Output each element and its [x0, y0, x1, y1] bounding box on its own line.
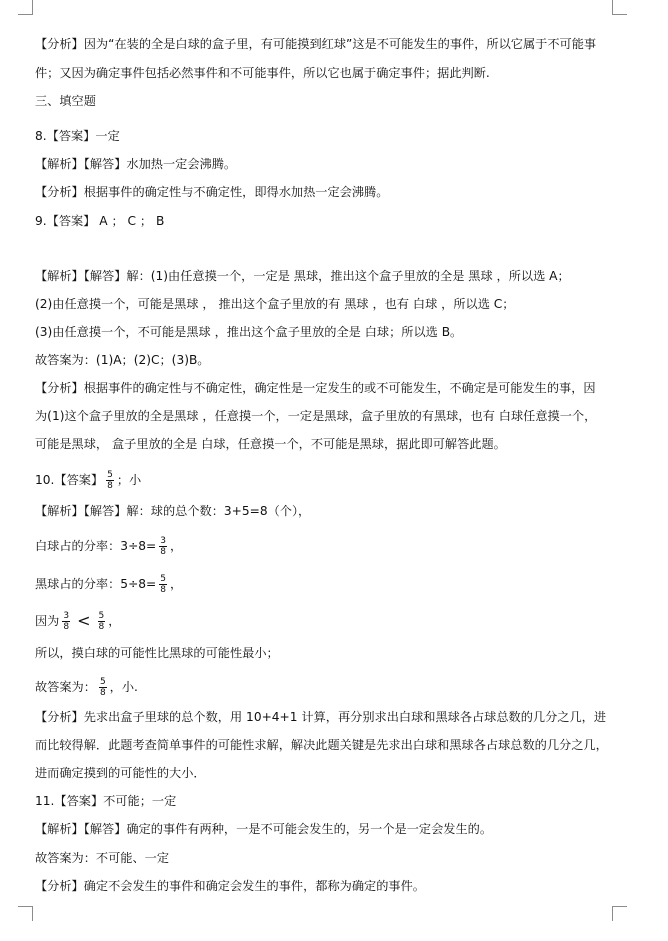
crop-mark-top-right	[612, 0, 627, 15]
fraction-five-eighths: $\frac{5}{8}$	[107, 470, 113, 491]
q9-final-answer: 故答案为：(1)A；(2)C；(3)B。	[35, 353, 210, 367]
q11-answer: 11.【答案】不可能；一定	[35, 794, 177, 808]
q10-analysis-3: 进而确定摸到的可能性的大小．	[35, 766, 206, 780]
analysis-line-1: 【分析】因为“在装的全是白球的盒子里，有可能摸到红球”这是不可能发生的事件，所以它属于不可能事	[35, 37, 597, 51]
white-fraction-label: 白球占的分率：3÷8=	[35, 539, 157, 553]
q10-comparison: 因为 $\frac{3}{8}$ < $\frac{5}{8}$ ，	[35, 611, 121, 632]
q9-analysis-1: 【分析】根据事件的确定性与不确定性，确定性是一定发生的或不可能发生，不确定是可能发生的事，因	[35, 381, 596, 395]
q8-answer: 8.【答案】一定	[35, 129, 120, 143]
less-than-sign: <	[77, 611, 91, 630]
q9-analysis-3: 可能是黑球， 盒子里放的全是 白球，任意摸一个，不可能是黑球，据此即可解答此题。	[35, 437, 506, 451]
q11-analysis: 【分析】确定不会发生的事件和确定会发生的事件，都称为确定的事件。	[35, 879, 425, 893]
fraction-three-eighths: $\frac{3}{8}$	[160, 536, 166, 557]
q11-final-answer: 故答案为：不可能、一定	[35, 851, 170, 865]
q9-analysis-2: 为(1)这个盒子里放的全是黑球 ，任意摸一个，一定是黑球，盒子里放的有黑球，也有 白球任意摸一个，	[35, 409, 597, 423]
q8-analysis: 【分析】根据事件的确定性与不确定性，即得水加热一定会沸腾。	[35, 185, 389, 199]
fraction-five-eighths: $\frac{5}{8}$	[160, 574, 166, 595]
fraction-five-eighths: $\frac{5}{8}$	[98, 611, 105, 632]
q9-explanation-2: (2)由任意摸一个，可能是黑球 ， 推出这个盒子里放的有 黑球 ，也有 白球 ，所以选 C；	[35, 297, 515, 311]
q10-explanation-total: 【解析】【解答】解：球的总个数：3+5=8（个），	[35, 504, 311, 518]
analysis-line-2: 件；又因为确定事件包括必然事件和不可能事件，所以它也属于确定事件；据此判断.	[35, 66, 490, 80]
q10-analysis-2: 而比较得解．此题考查简单事件的可能性求解，解决此题关键是先求出白球和黑球各占球总数的几分之几，	[35, 738, 608, 752]
q9-explanation-1: 【解析】【解答】解：(1)由任意摸一个，一定是 黑球，推出这个盒子里放的全是 黑球 ，所以选 A；	[35, 269, 570, 283]
fraction-three-eighths: $\frac{3}{8}$	[63, 611, 70, 632]
q9-answer: 9.【答案】 A ； C ； B	[35, 214, 165, 228]
q10-white-fraction: 白球占的分率：3÷8= $\frac{3}{8}$ ，	[35, 536, 183, 557]
fraction-five-eighths: $\frac{5}{8}$	[99, 677, 106, 698]
q10-black-fraction: 黑球占的分率：5÷8= $\frac{5}{8}$ ，	[35, 574, 183, 595]
crop-mark-top-left	[18, 0, 33, 15]
q10-analysis-1: 【分析】先求出盒子里球的总个数，用 10+4+1 计算，再分别求出白球和黑球各占球总数的几分之几，进	[35, 710, 607, 724]
crop-mark-bottom-right	[612, 906, 627, 921]
q10-conclusion: 所以，摸白球的可能性比黑球的可能性最小；	[35, 646, 279, 660]
q11-explanation: 【解析】【解答】确定的事件有两种，一是不可能会发生的，另一个是一定会发生的。	[35, 822, 493, 836]
q10-answer	[35, 470, 141, 491]
q10-answer-suffix: ；小	[116, 473, 142, 487]
crop-mark-bottom-left	[18, 906, 33, 921]
section-heading-fill-blank: 三、填空题	[35, 94, 96, 108]
q9-explanation-3: (3)由任意摸一个，不可能是黑球 ，推出这个盒子里放的全是 白球；所以选 B。	[35, 325, 463, 339]
q10-final-answer: 故答案为： $\frac{5}{8}$ ，小.	[35, 677, 138, 698]
q10-answer-prefix: 10.【答案】	[35, 473, 104, 487]
q8-explanation: 【解析】【解答】水加热一定会沸腾。	[35, 157, 237, 171]
black-fraction-label: 黑球占的分率：5÷8=	[35, 577, 157, 591]
